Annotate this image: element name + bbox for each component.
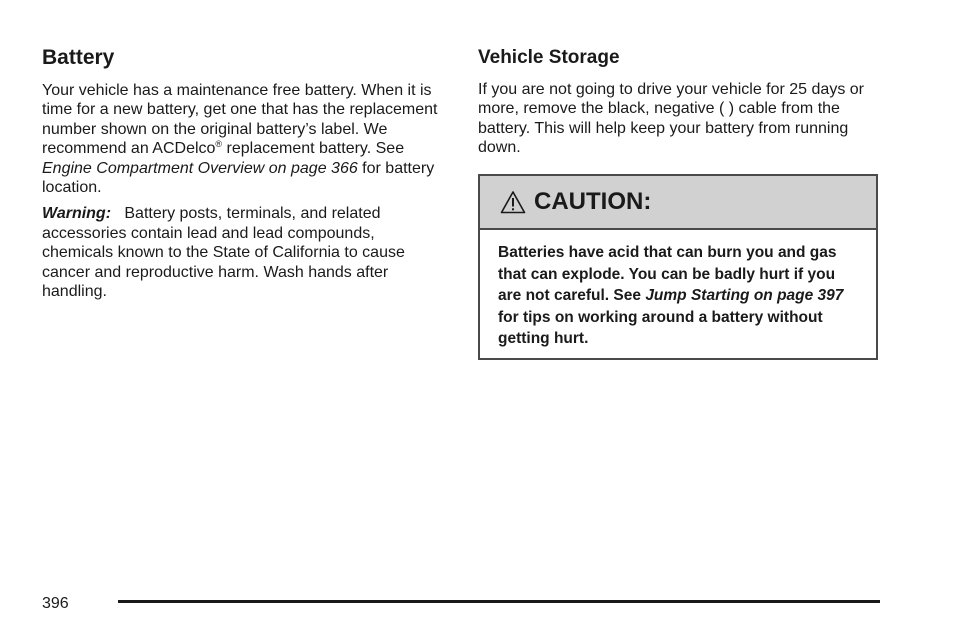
caution-text	[498, 242, 856, 350]
vehicle-storage-heading: Vehicle Storage	[478, 47, 620, 68]
caution-title: CAUTION:	[534, 188, 652, 215]
battery-heading: Battery	[42, 46, 115, 69]
battery-section	[42, 44, 447, 301]
battery-paragraph	[42, 81, 447, 197]
vehicle-storage-paragraph: If you are not going to drive your vehicle for 25 days or more, remove the black, negative ( ) cable from the battery. This will help keep your battery from running down.	[478, 81, 864, 157]
warning-triangle-icon	[500, 190, 526, 214]
caution-text-1: Batteries have acid that can burn you and gas that can explode. You can be badly hurt if you are not careful. See	[498, 244, 837, 304]
caution-text-2: for tips on working around a battery without getting hurt.	[498, 308, 823, 347]
caution-header	[480, 176, 876, 230]
registered-mark: ®	[215, 139, 223, 150]
warning-label: Warning:	[42, 205, 112, 223]
footer-rule	[118, 600, 880, 603]
jump-starting-reference[interactable]: Jump Starting on page 397	[645, 287, 844, 304]
warning-paragraph	[42, 204, 447, 301]
battery-text-1: Your vehicle has a maintenance free battery. When it is time for a new battery, get one that has the replacement number shown on the original battery’s label. We recommend an ACDelco	[42, 82, 438, 158]
caution-box	[478, 174, 878, 360]
vehicle-storage-section	[478, 44, 880, 158]
warning-text: Battery posts, terminals, and related accessories contain lead and lead compounds, chemicals known to the State of California to cause cancer and reproductive harm. Wash hands after handling.	[42, 205, 405, 301]
page-number: 396	[42, 595, 69, 612]
battery-text-3: for battery location.	[42, 159, 435, 197]
battery-text-2: replacement battery. See	[222, 140, 405, 158]
engine-compartment-reference[interactable]: Engine Compartment Overview on page 366	[42, 159, 358, 177]
caution-body	[480, 230, 876, 350]
